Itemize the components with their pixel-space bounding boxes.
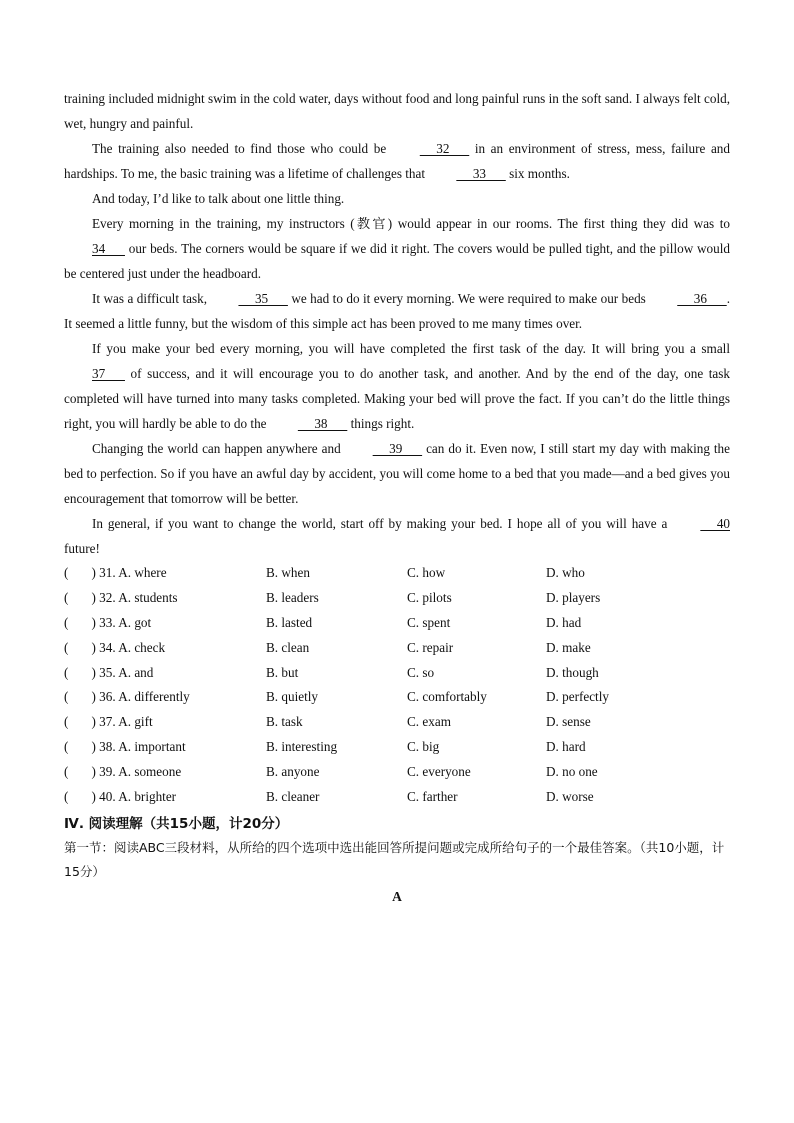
option-b: B. quietly	[266, 689, 319, 705]
document-page	[64, 86, 730, 910]
option-a: ( ) 37. A. gift	[64, 714, 153, 730]
text: The training also needed to find those who could be	[92, 141, 392, 156]
text: . It seemed a little funny, but the wisdom of this simple act has been proved to me many times over.	[64, 291, 730, 331]
option-a: ( ) 39. A. someone	[64, 764, 182, 780]
text: things right.	[347, 416, 415, 431]
blank-36: 36	[677, 291, 727, 306]
option-row-36	[64, 685, 730, 710]
option-c: C. farther	[407, 789, 458, 805]
option-a: ( ) 38. A. important	[64, 739, 186, 755]
text: can do it. Even now, I still start my day with making the bed to perfection. So if you have an awful day by accident, you will come home to a bed that you made—and a bed gives you encouragement that tomorrow will be better.	[64, 441, 731, 506]
blank-34: 34	[92, 241, 125, 256]
passage-paragraph-8	[64, 511, 730, 561]
option-d: D. though	[546, 664, 599, 680]
text: In general, if you want to change the world, start off by making your bed. I hope all of you will have a	[92, 516, 673, 531]
blank-35: 35	[238, 291, 288, 306]
blank-40: 40	[700, 516, 730, 531]
option-row-37	[64, 710, 730, 735]
passage-paragraph-7	[64, 436, 730, 511]
option-d: D. no one	[546, 764, 598, 780]
option-b: B. but	[266, 664, 299, 680]
option-a: ( ) 34. A. check	[64, 639, 166, 655]
text: in an environment of stress, mess, failure and hardships. To me, the basic training was a lifetime of challenges that	[64, 141, 730, 181]
text: If you make your bed every morning, you will have completed the first task of the day. It will bring you a small	[92, 341, 730, 356]
blank-38: 38	[297, 416, 348, 431]
option-b: B. cleaner	[266, 789, 320, 805]
option-c: C. repair	[407, 639, 454, 655]
passage-paragraph-1: training included midnight swim in the cold water, days without food and long painful runs in the soft sand. I always felt cold, wet, hungry and painful.	[64, 91, 730, 131]
option-b: B. lasted	[266, 614, 313, 630]
option-row-38	[64, 735, 730, 760]
option-c: C. spent	[407, 614, 451, 630]
option-row-31	[64, 561, 730, 586]
option-c: C. pilots	[407, 589, 452, 605]
option-a: ( ) 36. A. differently	[64, 689, 190, 705]
passage-paragraph-5	[64, 286, 730, 336]
option-b: B. interesting	[266, 739, 338, 755]
option-row-39	[64, 760, 730, 785]
option-c: C. big	[407, 739, 440, 755]
text: six months.	[505, 166, 570, 181]
option-c: C. everyone	[407, 764, 471, 780]
option-b: B. clean	[266, 639, 310, 655]
passage-paragraph-6	[64, 336, 730, 436]
text: Changing the world can happen anywhere and	[92, 441, 345, 456]
option-b: B. when	[266, 565, 310, 580]
option-row-32	[64, 586, 730, 611]
section-instruction: 第一节：阅读ABC三段材料，从所给的四个选项中选出能回答所提问题或完成所给句子的一个最佳答案。（共10小题，计15分）	[64, 839, 725, 879]
part-label: A	[392, 888, 402, 904]
options-list	[64, 561, 730, 810]
option-row-40	[64, 785, 730, 810]
passage-paragraph-4	[64, 211, 730, 286]
option-a: ( ) 31. A. where	[64, 565, 167, 580]
option-c: C. comfortably	[407, 689, 487, 705]
text: we had to do it every morning. We were required to make our beds	[287, 291, 650, 306]
option-d: D. worse	[546, 789, 594, 805]
passage-paragraph-3: And today, I’d like to talk about one little thing.	[92, 191, 345, 206]
section-title: Ⅳ. 阅读理解（共15小题，计20分）	[64, 815, 289, 832]
option-c: C. how	[407, 565, 446, 580]
text: future!	[64, 541, 100, 556]
option-a: ( ) 40. A. brighter	[64, 789, 177, 805]
option-row-34	[64, 636, 730, 661]
text: Every morning in the training, my instructors (教官) would appear in our rooms. The first thing they did was to	[92, 216, 730, 231]
option-b: B. leaders	[266, 589, 319, 605]
text: of success, and it will encourage you to do another task, and another. And by the end of the day, one task completed will have turned into many tasks completed. Making your bed will prove the fact. If you can’t do the little things right, you will hardly be able to do the	[64, 366, 730, 431]
option-d: D. perfectly	[546, 689, 609, 705]
text: It was a difficult task,	[92, 291, 211, 306]
option-d: D. had	[546, 614, 582, 630]
option-b: B. anyone	[266, 764, 320, 780]
option-c: C. exam	[407, 714, 451, 730]
option-c: C. so	[407, 664, 435, 680]
option-d: D. hard	[546, 739, 586, 755]
option-b: B. task	[266, 714, 303, 730]
blank-32: 32	[419, 141, 470, 156]
option-d: D. sense	[546, 714, 591, 730]
option-d: D. players	[546, 589, 601, 605]
text: our beds. The corners would be square if we did it right. The covers would be pulled tight, and the pillow would be centered just under the headboard.	[64, 241, 730, 281]
blank-37: 37	[92, 366, 125, 381]
option-d: D. who	[546, 565, 585, 580]
blank-33: 33	[456, 166, 506, 181]
option-a: ( ) 32. A. students	[64, 589, 178, 605]
option-a: ( ) 35. A. and	[64, 664, 154, 680]
option-a: ( ) 33. A. got	[64, 614, 152, 630]
blank-39: 39	[372, 441, 423, 456]
option-d: D. make	[546, 639, 591, 655]
option-row-33	[64, 611, 730, 636]
option-row-35	[64, 661, 730, 686]
passage-paragraph-2	[64, 136, 730, 186]
